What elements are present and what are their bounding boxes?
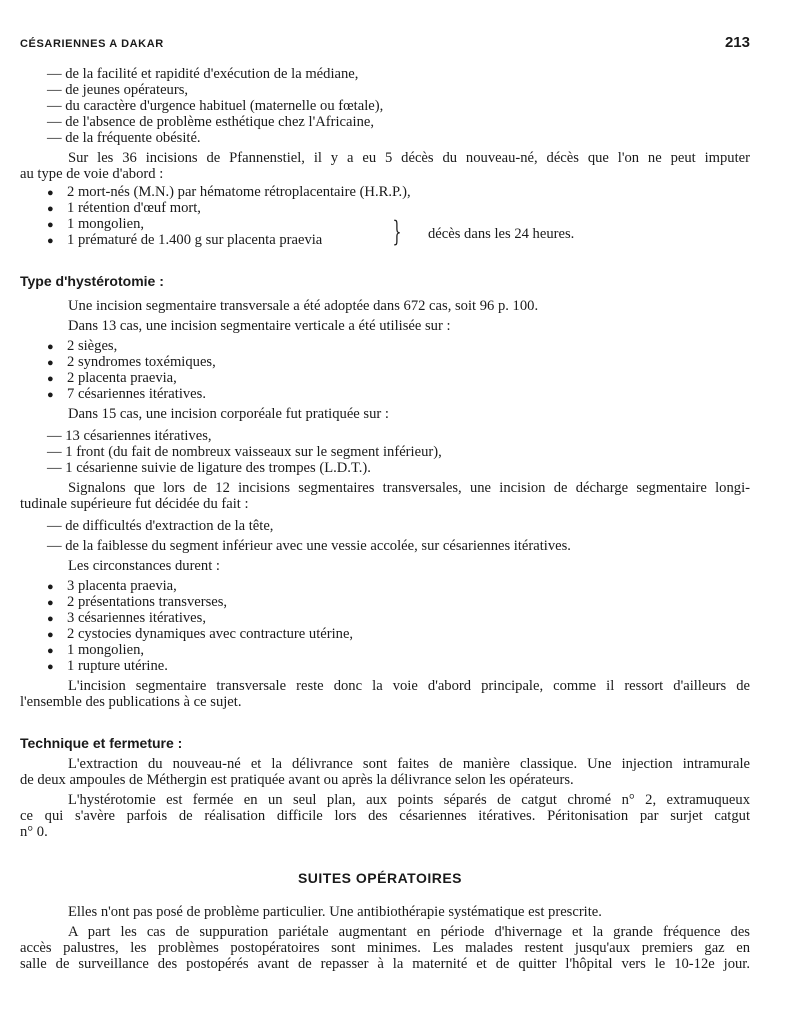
list-item: ● 1 rétention d'œuf mort,: [47, 200, 201, 217]
page-number: 213: [724, 34, 750, 51]
section-heading: Type d'hystérotomie :: [20, 273, 164, 289]
list-item: — 1 front (du fait de nombreux vaisseaux sur le segment inférieur),: [47, 444, 442, 461]
list-item: — du caractère d'urgence habituel (maternelle ou fœtale),: [47, 98, 383, 115]
paragraph-line: Elles n'ont pas posé de problème particulier. Une antibiothérapie systématique est prescrite.: [68, 904, 602, 920]
list-item: — 13 césariennes itératives,: [47, 428, 212, 445]
list-item: — 1 césarienne suivie de ligature des trompes (L.D.T.).: [47, 460, 371, 477]
list-item: ● 3 césariennes itératives,: [47, 610, 206, 627]
list-item: — de difficultés d'extraction de la tête,: [47, 518, 273, 535]
paragraph-line: Signalons que lors de 12 incisions segmentaires transversales, une incision de décharge segmentaire longi-: [68, 480, 750, 496]
paragraph-line: de deux ampoules de Méthergin est pratiquée avant ou après la délivrance selon les opérateurs.: [20, 772, 574, 788]
brace-note: décès dans les 24 heures.: [428, 226, 575, 242]
paragraph-line: ce qui s'avère parfois de réalisation difficile lors des césariennes itératives. Péritonisation par surjet catgut: [20, 808, 750, 824]
paragraph-line: Sur les 36 incisions de Pfannenstiel, il y a eu 5 décès du nouveau-né, décès que l'on ne peut imputer: [68, 150, 750, 166]
paragraph-line: L'extraction du nouveau-né et la délivrance sont faites de manière classique. Une injection intramurale: [68, 756, 750, 772]
list-item: ● 2 placenta praevia,: [47, 370, 177, 387]
paragraph-line: l'ensemble des publications à ce sujet.: [20, 694, 242, 710]
brace-symbol: }: [392, 215, 402, 248]
paragraph-line: tudinale supérieure fut décidée du fait :: [20, 496, 249, 512]
list-item: ● 1 prématuré de 1.400 g sur placenta praevia: [47, 232, 322, 249]
list-item: ● 2 mort-nés (M.N.) par hématome rétroplacentaire (H.R.P.),: [47, 184, 411, 201]
list-item: — de la facilité et rapidité d'exécution de la médiane,: [47, 66, 358, 83]
list-item: — de l'absence de problème esthétique chez l'Africaine,: [47, 114, 374, 131]
list-item: ● 3 placenta praevia,: [47, 578, 177, 595]
paragraph-line: Une incision segmentaire transversale a été adoptée dans 672 cas, soit 96 p. 100.: [68, 298, 539, 314]
paragraph-line: n° 0.: [20, 824, 48, 840]
paragraph-line: Dans 15 cas, une incision corporéale fut pratiquée sur :: [68, 406, 389, 422]
list-item: ● 7 césariennes itératives.: [47, 386, 206, 403]
list-item: ● 1 mongolien,: [47, 642, 144, 659]
list-item: — de la fréquente obésité.: [47, 130, 201, 147]
running-title: CÉSARIENNES A DAKAR: [20, 38, 164, 50]
paragraph-line: L'incision segmentaire transversale reste donc la voie d'abord principale, comme il ressort d'ailleurs de: [68, 678, 750, 694]
list-item: — de la faiblesse du segment inférieur avec une vessie accolée, sur césariennes itératives.: [47, 538, 571, 555]
paragraph-line: salle de surveillance des postopérés avant de repasser à la maternité et de quitter l'hôpital vers le 10-12e jour.: [20, 956, 750, 972]
list-item: ● 2 syndromes toxémiques,: [47, 354, 216, 371]
paragraph-line: au type de voie d'abord :: [20, 166, 164, 182]
list-item: — de jeunes opérateurs,: [47, 82, 188, 99]
section-heading: SUITES OPÉRATOIRES: [297, 870, 463, 886]
paragraph-line: Dans 13 cas, une incision segmentaire verticale a été utilisée sur :: [68, 318, 451, 334]
list-item: ● 2 sièges,: [47, 338, 117, 355]
list-item: ● 2 présentations transverses,: [47, 594, 227, 611]
paragraph-line: accès palustres, les problèmes postopératoires sont minimes. Les malades restent jusqu'aux premiers gaz en: [20, 940, 750, 956]
list-item: ● 1 mongolien,: [47, 216, 144, 233]
page-header: [20, 34, 750, 51]
list-item: ● 2 cystocies dynamiques avec contracture utérine,: [47, 626, 353, 643]
paragraph-line: A part les cas de suppuration pariétale augmentant en période d'hivernage et la grande fréquence des: [68, 924, 750, 940]
list-item: ● 1 rupture utérine.: [47, 658, 168, 675]
paragraph-line: L'hystérotomie est fermée en un seul plan, aux points séparés de catgut chromé n° 2, extramuqueux: [68, 792, 750, 808]
section-heading: Technique et fermeture :: [20, 735, 183, 751]
paragraph-line: Les circonstances durent :: [68, 558, 220, 574]
